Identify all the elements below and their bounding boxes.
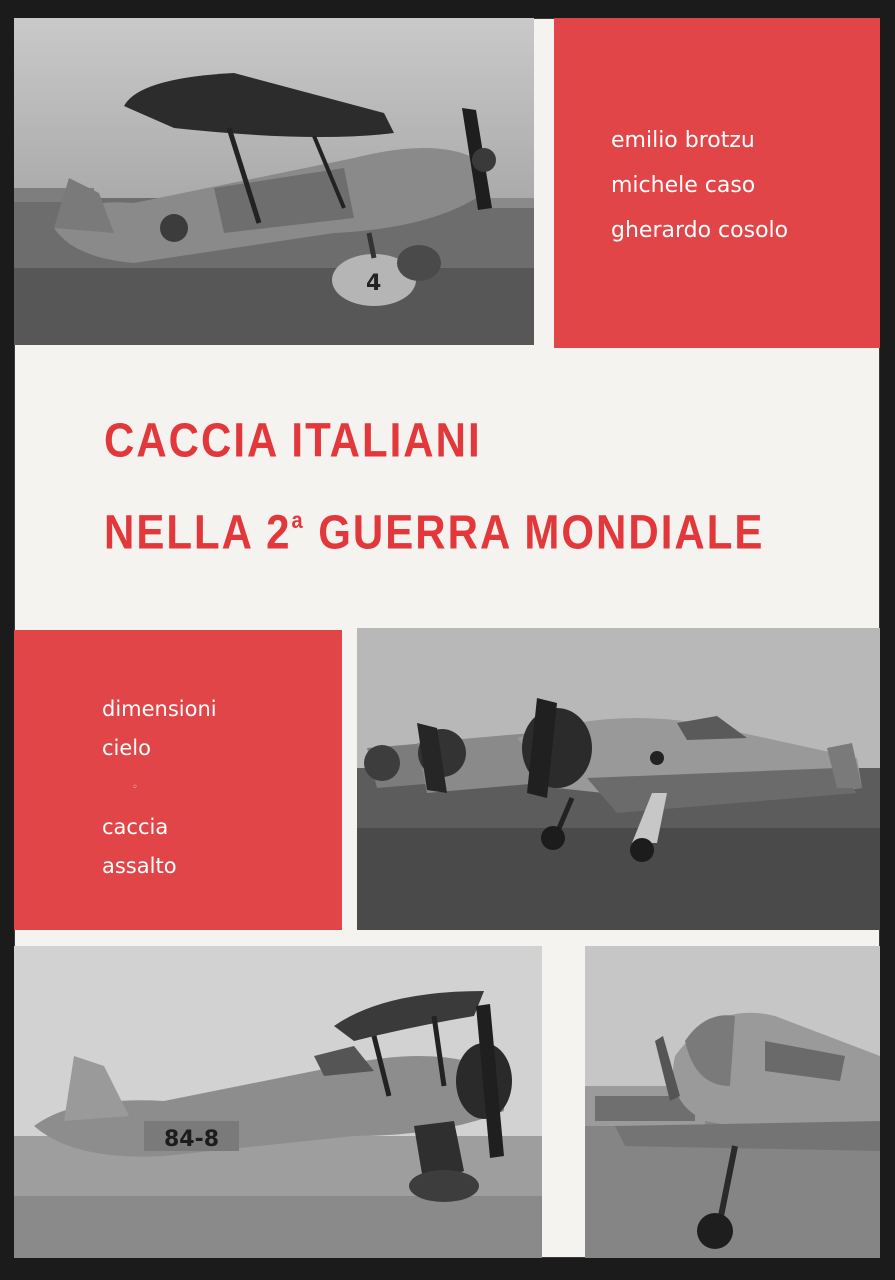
author-list (611, 118, 788, 253)
ordinal-superscript: a (291, 508, 305, 534)
title-line-2: NELLA 2$^a$ GUERRA MONDIALE (104, 505, 765, 560)
photo-fighters-lineup (357, 628, 880, 930)
bottom-plane-number: 84-8 (164, 1127, 220, 1152)
series-item-cielo: cielo (102, 736, 151, 760)
series-panel (14, 630, 342, 930)
series-separator-icon: ◦ (132, 782, 138, 793)
title-line-1: CACCIA ITALIANI (104, 413, 482, 468)
photo-biplane-bottom (14, 946, 542, 1258)
author-1: emilio brotzu (611, 128, 755, 153)
author-2: michele caso (611, 173, 756, 198)
top-plane-number: 4 (366, 271, 382, 296)
author-3: gherardo cosolo (611, 218, 789, 243)
series-item-assalto: assalto (102, 854, 177, 878)
series-item-dimensioni: dimensioni (102, 697, 217, 721)
photo-biplane-top (14, 18, 534, 345)
photo-fighter-closeup (585, 946, 880, 1258)
series-item-caccia: caccia (102, 815, 169, 839)
series-list (102, 690, 217, 886)
book-cover (14, 18, 880, 1258)
authors-panel (554, 18, 880, 348)
